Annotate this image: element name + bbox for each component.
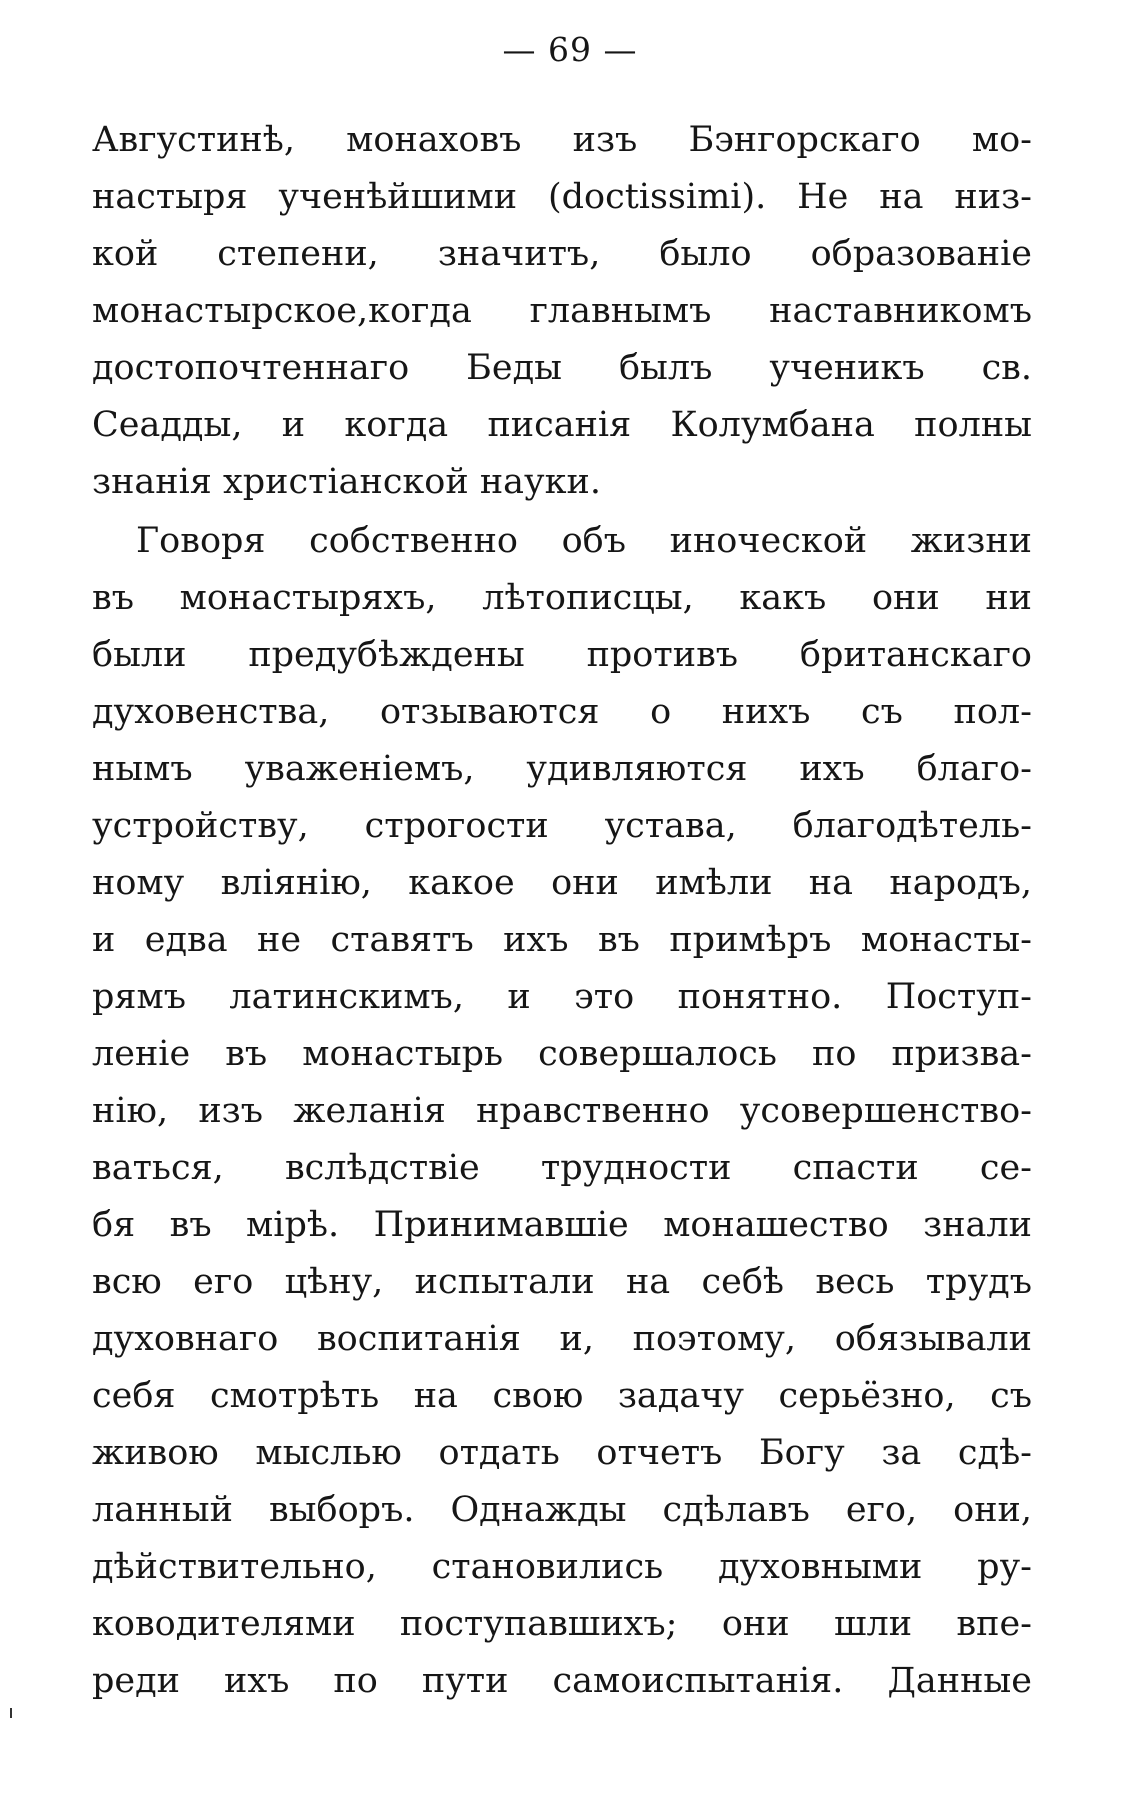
text-line: всю его цѣну, испытали на себѣ весь трудъ — [92, 1262, 1032, 1302]
text-line: духовенства, отзываются о нихъ съ пол- — [92, 692, 1032, 732]
text-line: духовнаго воспитанія и, поэтому, обязывали — [92, 1319, 1032, 1359]
text-line: реди ихъ по пути самоиспытанія. Данные — [92, 1661, 1032, 1701]
body-text — [92, 112, 1032, 1710]
text-line: леніе въ монастырь совершалось по призва- — [92, 1034, 1032, 1074]
text-line: Говоря собственно объ иноческой жизни — [136, 521, 1032, 561]
text-line: были предубѣждены противъ британскаго — [92, 635, 1032, 675]
paragraph-2 — [92, 513, 1032, 1710]
text-line: живою мыслью отдать отчетъ Богу за сдѣ- — [92, 1433, 1032, 1473]
text-line: въ монастыряхъ, лѣтописцы, какъ они ни — [92, 578, 1032, 618]
text-line: нымъ уваженіемъ, удивляются ихъ благо- — [92, 749, 1032, 789]
text-line: бя въ мірѣ. Принимавшіе монашество знали — [92, 1205, 1032, 1245]
text-line: монастырское,когда главнымъ наставникомъ — [92, 291, 1032, 331]
text-line: дѣйствительно, становились духовными ру- — [92, 1547, 1032, 1587]
text-line: устройству, строгости устава, благодѣтель- — [92, 806, 1032, 846]
text-line: ному вліянію, какое они имѣли на народъ, — [92, 863, 1032, 903]
text-line: рямъ латинскимъ, и это понятно. Поступ- — [92, 977, 1032, 1017]
text-line: Августинѣ, монаховъ изъ Бэнгорскаго мо- — [92, 120, 1032, 160]
text-line: кой степени, значитъ, было образованіе — [92, 234, 1032, 274]
text-line: и едва не ставятъ ихъ въ примѣръ монасты- — [92, 920, 1032, 960]
text-line: себя смотрѣть на свою задачу серьёзно, съ — [92, 1376, 1032, 1416]
page-number: — 69 — — [502, 30, 638, 69]
text-line: настыря ученѣйшими (doctissimi). Не на низ- — [92, 177, 1032, 217]
text-line: знанія христіанской науки. — [92, 462, 601, 502]
paragraph-1 — [92, 112, 1032, 511]
text-line: ваться, вслѣдствіе трудности спасти се- — [92, 1148, 1032, 1188]
scan-speck — [10, 1708, 12, 1718]
text-line: нію, изъ желанія нравственно усовершенство- — [92, 1091, 1032, 1131]
text-line: ланный выборъ. Однажды сдѣлавъ его, они, — [92, 1490, 1032, 1530]
text-line: ководителями поступавшихъ; они шли впе- — [92, 1604, 1032, 1644]
text-line: достопочтеннаго Беды былъ ученикъ св. — [92, 348, 1032, 388]
text-line: Сеадды, и когда писанія Колумбана полны — [92, 405, 1032, 445]
